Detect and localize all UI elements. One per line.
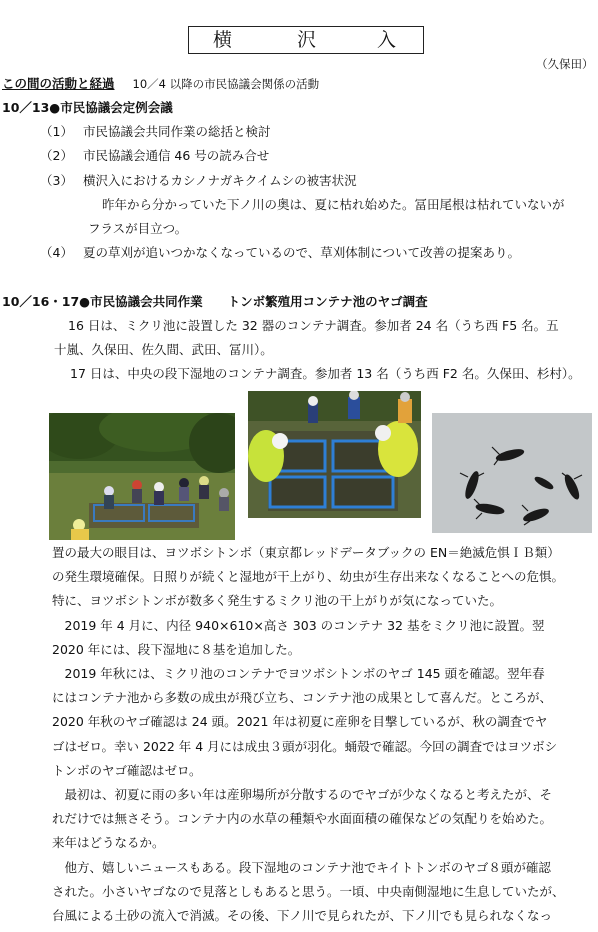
meeting-1-item-1 bbox=[40, 122, 270, 140]
body-line: にはコンテナ池から多数の成虫が飛び立ち、コンテナ池の成果として喜んだ。ところが、 bbox=[52, 690, 553, 706]
item-text: 市民協議会共同作業の総括と検討 bbox=[82, 124, 271, 139]
photo-dragonfly-larvae-image bbox=[432, 413, 592, 533]
item-number: （1） bbox=[40, 124, 73, 139]
meeting-1-note-line-1: 昨年から分かっていた下ノ川の奥は、夏に枯れ始めた。冨田尾根は枯れていないが bbox=[102, 197, 565, 212]
body-line: 2019 年 4 月に、内径 940×610×高さ 303 のコンテナ 32 基をミクリ池に設置。翌 bbox=[52, 617, 545, 633]
photo-dragonfly-larvae bbox=[432, 413, 592, 533]
item-number: （3） bbox=[40, 173, 73, 188]
meeting-1-item-3 bbox=[40, 171, 357, 189]
author-name: （久保田） bbox=[536, 57, 594, 71]
body-line: 置の最大の眼目は、ヨツボシトンボ（東京都レッドデータブックの EN＝絶滅危惧ＩＢ類） bbox=[52, 545, 560, 560]
meeting-2-line-1: 16 日は、ミクリ池に設置した 32 器のコンテナ調査。参加者 24 名（うち西 F5 名。五 bbox=[68, 318, 559, 333]
item-text: 市民協議会通信 46 号の読み合せ bbox=[82, 148, 270, 163]
meeting-2-line-2: 十嵐、久保田、佐久間、武田、冨川）。 bbox=[54, 342, 273, 357]
title-char-2: 沢 bbox=[297, 29, 317, 51]
meeting-1-title: 10／13●市民協議会定例会議 bbox=[2, 100, 173, 115]
section-heading-row bbox=[2, 74, 319, 92]
meeting-1-note-line-2: フラスが目立つ。 bbox=[88, 221, 188, 236]
photo-volunteers-field-image bbox=[49, 413, 235, 540]
item-number: （4） bbox=[40, 245, 73, 260]
title-char-1: 横 bbox=[213, 29, 233, 51]
meeting-1-item-4 bbox=[40, 243, 520, 261]
body-line: 特に、ヨツボシトンボが数多く発生するミクリ池の干上がりが気になっていた。 bbox=[52, 593, 503, 609]
item-text: 横沢入におけるカシノナガキクイムシの被害状況 bbox=[82, 173, 357, 188]
section-subheading: 10／4 以降の市民協議会関係の活動 bbox=[132, 77, 320, 91]
body-line: 台風による土砂の流入で消滅。その後、下ノ川で見られたが、下ノ川でも見られなくなっ bbox=[52, 908, 553, 924]
meeting-2-title: 10／16・17●市民協議会共同作業 トンボ繁殖用コンテナ池のヤゴ調査 bbox=[2, 294, 428, 309]
body-line: 2020 年には、段下湿地に８基を追加した。 bbox=[52, 641, 301, 657]
photo-volunteers-field bbox=[49, 413, 235, 540]
item-text: 夏の草刈が追いつかなくなっているので、草刈体制について改善の提案あり。 bbox=[82, 245, 520, 260]
section-heading: この間の活動と経過 bbox=[2, 76, 115, 91]
body-line: の発生環境確保。日照りが続くと湿地が干上がり、幼虫が生存出来なくなることへの危惧。 bbox=[52, 569, 565, 585]
photo-container-survey bbox=[248, 391, 421, 518]
body-text bbox=[52, 541, 592, 928]
body-line: れだけでは無さそう。コンテナ内の水草の種類や水面面積の確保などの気配りを始めた。 bbox=[52, 811, 553, 827]
body-line: ゴはゼロ。幸い 2022 年 4 月には成虫３頭が羽化。蛹殻で確認。今回の調査ではヨツボシ bbox=[52, 738, 558, 754]
body-line: 来年はどうなるか。 bbox=[52, 835, 165, 851]
photo-container-survey-image bbox=[248, 391, 421, 518]
meeting-2-line-3: 17 日は、中央の段下湿地のコンテナ調査。参加者 13 名（うち西 F2 名。久保田、杉村）。 bbox=[70, 366, 581, 381]
title-char-3: 入 bbox=[377, 29, 397, 51]
body-line: 他方、嬉しいニュースもある。段下湿地のコンテナ池でキイトトンボのヤゴ８頭が確認 bbox=[52, 859, 551, 875]
meeting-1-item-2 bbox=[40, 146, 269, 164]
body-line: された。小さいヤゴなので見落としもあると思う。一頃、中央南側湿地に生息していたが、 bbox=[52, 883, 565, 899]
body-line: トンボのヤゴ確認はゼロ。 bbox=[52, 762, 202, 778]
item-number: （2） bbox=[40, 148, 73, 163]
page-title bbox=[188, 26, 424, 54]
body-line: 2019 年秋には、ミクリ池のコンテナでヨツボシトンボのヤゴ 145 頭を確認。翌年春 bbox=[52, 666, 545, 682]
body-line: 最初は、初夏に雨の多い年は産卵場所が分散するのでヤゴが少なくなると考えたが、そ bbox=[52, 787, 553, 803]
body-line: 2020 年秋のヤゴ確認は 24 頭。2021 年は初夏に産卵を目撃しているが、秋の調査でヤ bbox=[52, 714, 548, 730]
